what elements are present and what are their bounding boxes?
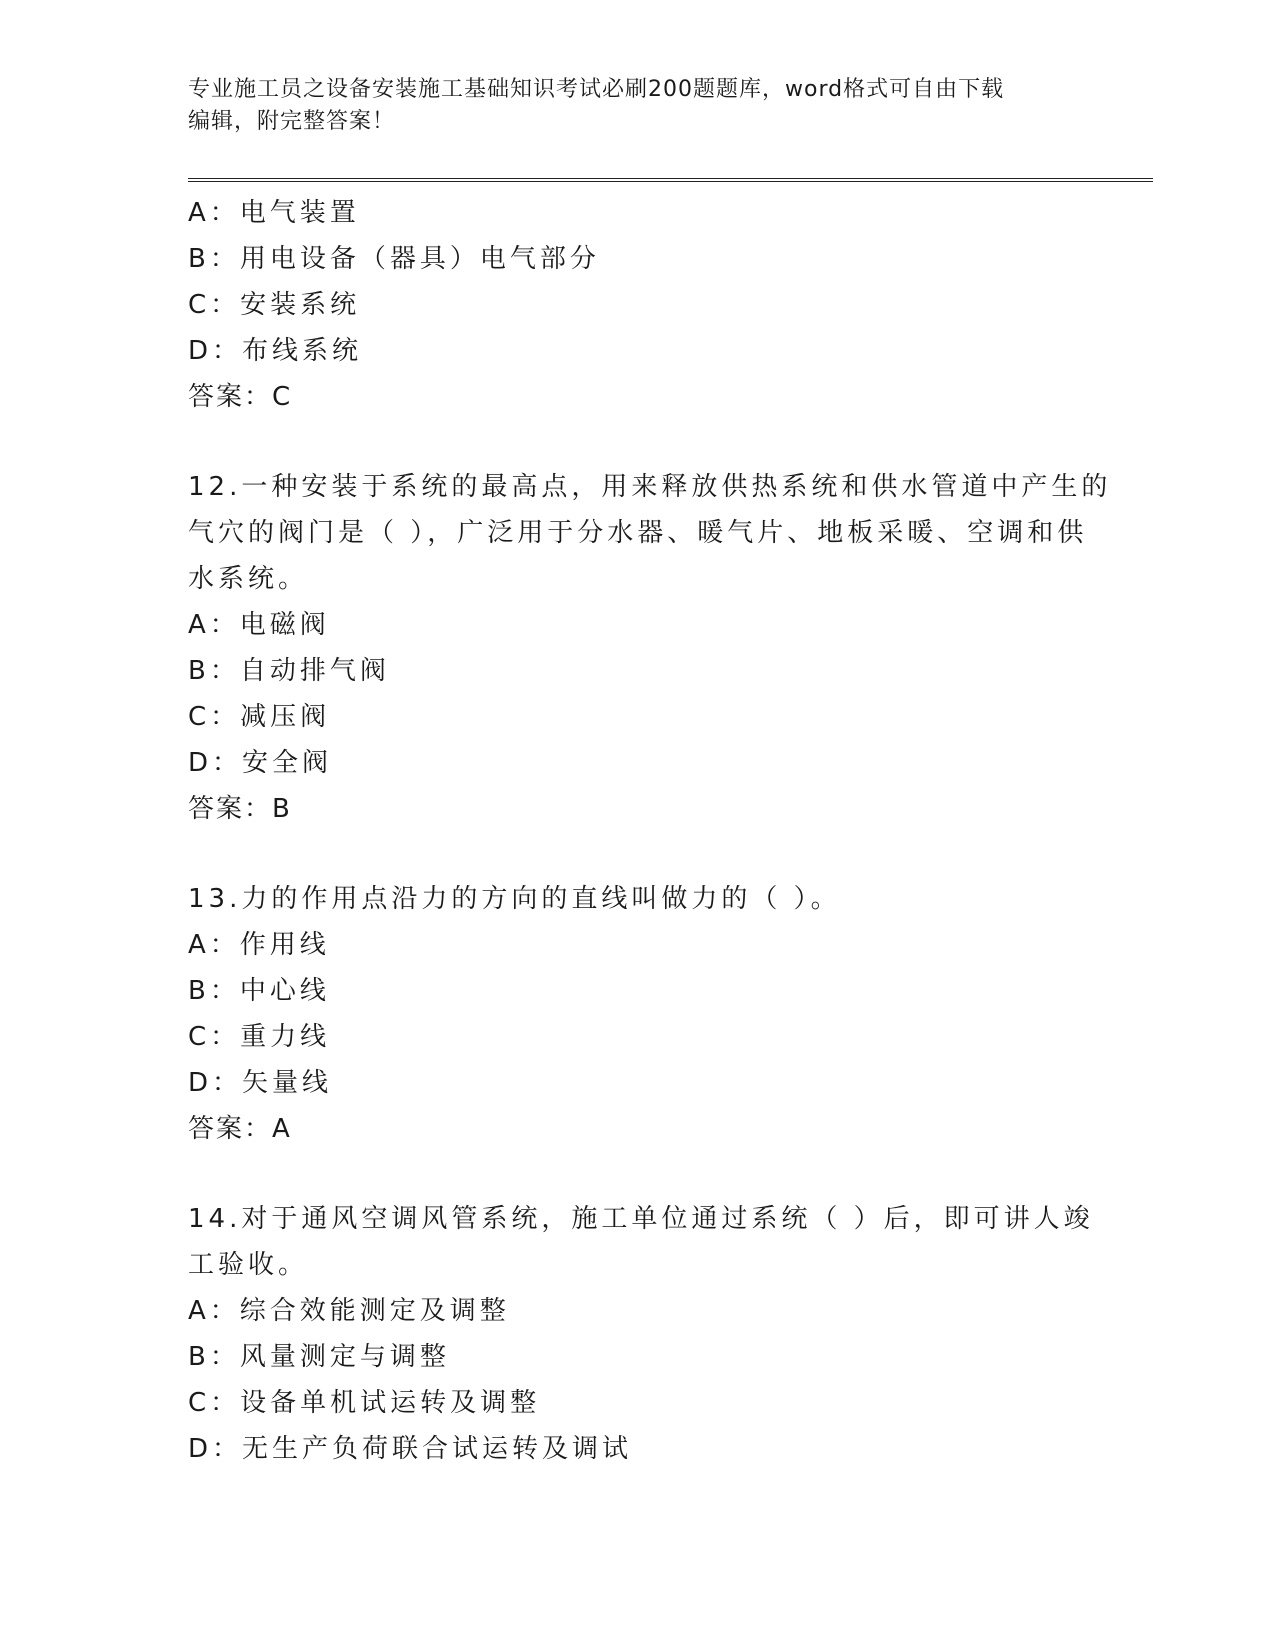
question-text-line: 13.力的作用点沿力的方向的直线叫做力的（ ）。 <box>188 884 841 914</box>
option-b: B：自动排气阀 <box>188 656 390 686</box>
option-c: C：减压阀 <box>188 702 331 732</box>
header-line-1: 专业施工员之设备安装施工基础知识考试必刷200题题库，word格式可自由下载 <box>188 77 1005 102</box>
spacer <box>188 832 1088 876</box>
question-text-line: 水系统。 <box>188 564 309 594</box>
option-c: C：安装系统 <box>188 290 361 320</box>
option-b: B：用电设备（器具）电气部分 <box>188 244 600 274</box>
question-content <box>188 190 1112 1472</box>
option-a: A：作用线 <box>188 930 330 960</box>
question-text-line: 气穴的阀门是（ ），广泛用于分水器、暖气片、地板采暖、空调和供 <box>188 518 1088 548</box>
header-divider <box>188 178 1153 182</box>
answer: 答案：A <box>188 1114 292 1144</box>
answer: 答案：C <box>188 382 293 412</box>
option-b: B：风量测定与调整 <box>188 1342 450 1372</box>
question-14 <box>188 1196 1094 1472</box>
question-text-line: 12.一种安装于系统的最高点，用来释放供热系统和供水管道中产生的 <box>188 472 1112 502</box>
question-11-tail <box>188 190 1088 420</box>
spacer <box>188 420 1088 464</box>
option-a: A：电磁阀 <box>188 610 330 640</box>
option-d: D：安全阀 <box>188 748 333 778</box>
option-a: A：电气装置 <box>188 198 360 228</box>
option-c: C：重力线 <box>188 1022 331 1052</box>
option-d: D：无生产负荷联合试运转及调试 <box>188 1434 633 1464</box>
document-header <box>188 74 1068 138</box>
answer: 答案：B <box>188 794 292 824</box>
option-d: D：布线系统 <box>188 336 363 366</box>
question-13 <box>188 876 1088 1152</box>
question-12 <box>188 464 1112 832</box>
header-line-2: 编辑，附完整答案！ <box>188 109 396 134</box>
option-b: B：中心线 <box>188 976 330 1006</box>
option-c: C：设备单机试运转及调整 <box>188 1388 541 1418</box>
question-text-line: 工验收。 <box>188 1250 309 1280</box>
option-d: D：矢量线 <box>188 1068 333 1098</box>
spacer <box>188 1152 1088 1196</box>
option-a: A：综合效能测定及调整 <box>188 1296 510 1326</box>
question-text-line: 14.对于通风空调风管系统，施工单位通过系统（ ）后，即可讲人竣 <box>188 1204 1094 1234</box>
